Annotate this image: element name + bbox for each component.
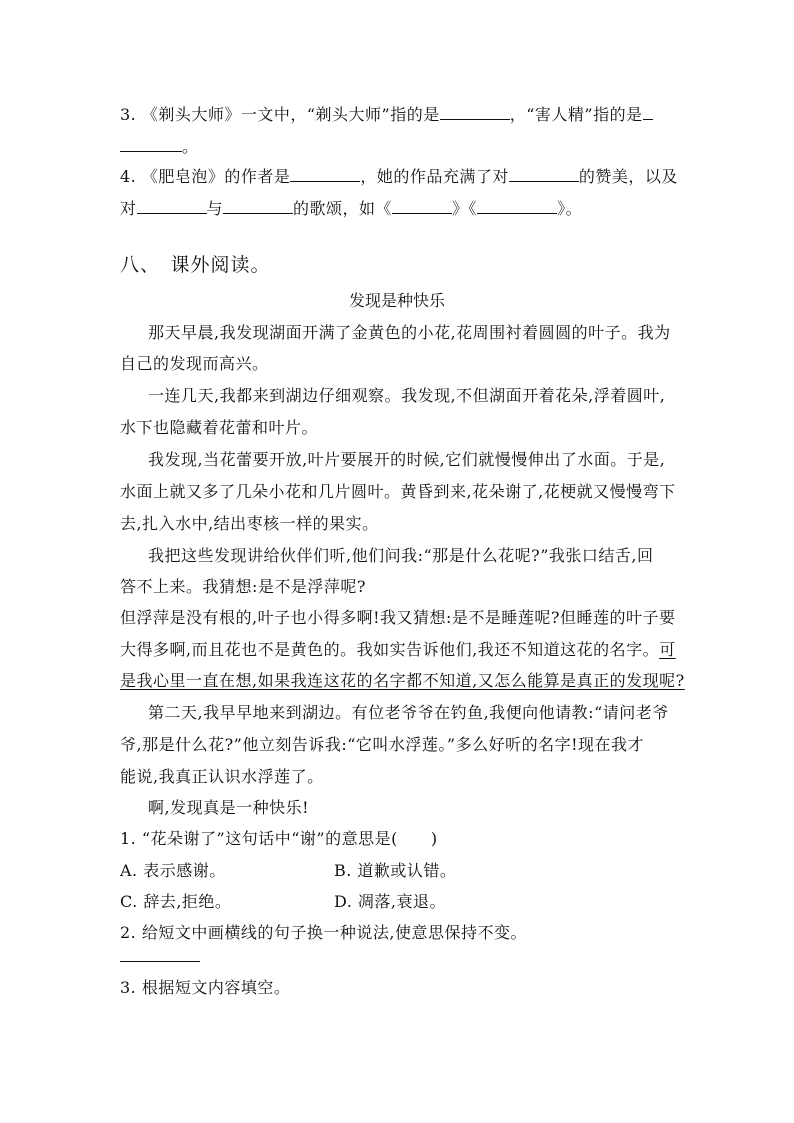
question-4-text-g: 》《: [452, 199, 478, 218]
option-c[interactable]: C. 辞去,拒绝。: [120, 892, 232, 911]
answer-line[interactable]: [120, 961, 200, 962]
option-d[interactable]: D. 凋落,衰退。: [334, 892, 447, 911]
passage-line: 水下也隐藏着花蕾和叶片。: [120, 418, 319, 437]
passage-line: 能说,我真正认识水浮莲了。: [120, 767, 324, 786]
question-3-text-c: 。: [182, 137, 199, 156]
passage-text: 大得多啊,而且花也不是黄色的。我如实告诉他们,我还不知道这花的名字。: [120, 640, 660, 659]
passage-line: 但浮萍是没有根的,叶子也小得多啊!我又猜想:是不是睡莲呢?但睡莲的叶子要: [120, 608, 676, 627]
question-4-text-h: 》。: [557, 199, 583, 218]
answer-blank[interactable]: [290, 166, 360, 182]
question-1: 1. “花朵谢了”这句话中“谢”的意思是( ): [120, 829, 438, 848]
answer-blank[interactable]: [392, 198, 452, 214]
question-4-text-a: 4. 《肥皂泡》的作者是: [120, 167, 291, 186]
answer-blank[interactable]: [223, 198, 293, 214]
passage-line: 我发现,当花蕾要开放,叶片要展开的时候,它们就慢慢伸出了水面。于是,: [148, 450, 666, 469]
question-3-line-2: [120, 136, 199, 157]
underlined-sentence: 是我心里一直在想,如果我连这花的名字都不知道,又怎么能算是真正的发现呢?: [120, 671, 685, 690]
question-2: 2. 给短文中画横线的句子换一种说法,使意思保持不变。: [120, 923, 527, 942]
option-b[interactable]: B. 道歉或认错。: [334, 861, 457, 880]
passage-line: 自己的发现而高兴。: [120, 354, 269, 373]
section-heading: 八、 课外阅读。: [120, 254, 271, 276]
passage-line: 答不上来。我猜想:是不是浮萍呢?: [120, 577, 366, 596]
passage-line: 啊,发现真是一种快乐!: [148, 798, 310, 817]
answer-blank[interactable]: [120, 136, 182, 152]
answer-blank[interactable]: [643, 104, 653, 120]
passage-line: [120, 640, 676, 660]
question-3-line: [120, 104, 653, 125]
option-a[interactable]: A. 表示感谢。: [120, 861, 226, 880]
question-3-read: 3. 根据短文内容填空。: [120, 978, 291, 997]
passage-line: 爷,那是什么花?”他立刻告诉我:“它叫水浮莲。”多么好听的名字!现在我才: [120, 735, 645, 754]
question-4-text-e: 与: [206, 199, 224, 218]
question-4-text-b: ，她的作品充满了对: [360, 167, 509, 186]
answer-blank[interactable]: [477, 198, 557, 214]
underlined-sentence-start: 可: [659, 640, 676, 659]
answer-blank[interactable]: [509, 166, 579, 182]
passage-title: 发现是种快乐: [348, 291, 445, 310]
question-4-text-f: 的歌颂，如《: [293, 199, 393, 218]
passage-line: 那天早晨,我发现湖面开满了金黄色的小花,花周围衬着圆圆的叶子。我为: [148, 323, 671, 342]
question-3-text-a: 3. 《剃头大师》一文中，“剃头大师”指的是: [120, 105, 440, 124]
question-4-line-2: [120, 198, 582, 219]
passage-line: 水面上就又多了几朵小花和几片圆叶。黄昏到来,花朵谢了,花梗就又慢慢弯下: [120, 482, 676, 501]
passage-line: 第二天,我早早地来到湖边。有位老爷爷在钓鱼,我便向他请教:“请问老爷: [148, 703, 669, 722]
passage-line: 一连几天,我都来到湖边仔细观察。我发现,不但湖面开着花朵,浮着圆叶,: [148, 386, 666, 405]
question-4-text-c: 的赞美，以及: [578, 167, 678, 186]
answer-blank[interactable]: [440, 104, 510, 120]
passage-line: 我把这些发现讲给伙伴们听,他们问我:“那是什么花呢?”我张口结舌,回: [148, 546, 654, 565]
question-3-text-b: ，“害人精”指的是: [509, 105, 643, 124]
question-4-line: [120, 166, 678, 187]
question-4-text-d: 对: [120, 199, 137, 218]
passage-line: 去,扎入水中,结出枣核一样的果实。: [120, 514, 379, 533]
answer-blank[interactable]: [137, 198, 207, 214]
